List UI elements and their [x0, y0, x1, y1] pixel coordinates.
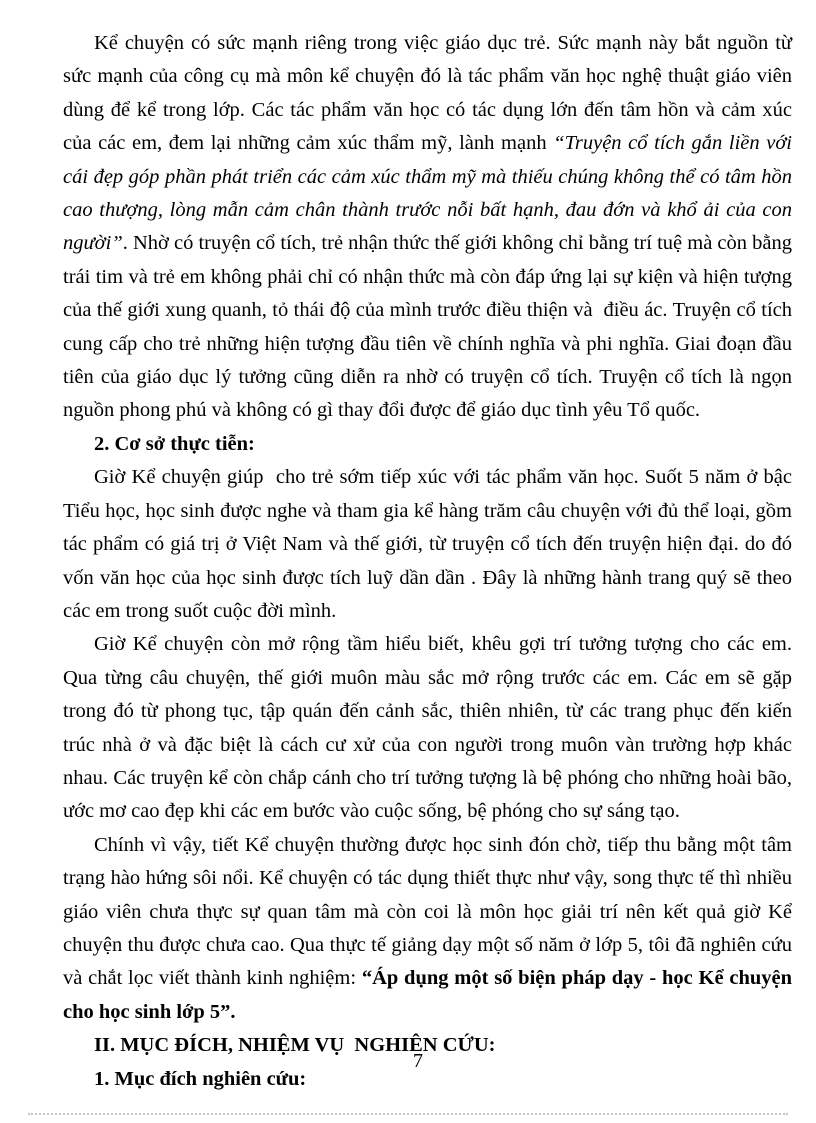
- paragraph-storytelling-power: [63, 27, 798, 428]
- text-run: Kể chuyện có sức mạnh riêng trong việc giáo dục trẻ. Sức mạnh này bắt nguồn từ sức mạnh của công cụ mà môn kể chuyện đó là tác phẩm văn học nghệ thuật giáo viên dùng để kể trong lớp. Các tác phẩm văn học có tác dụng lớn đến tâm hồn và cảm xúc của các em, đem lại những cảm xúc thẩm mỹ, lành mạnh: [63, 32, 798, 155]
- text-run: 2. Cơ sở thực tiễn:: [94, 432, 255, 455]
- text-run: Giờ Kể chuyện còn mở rộng tầm hiểu biết, khêu gợi trí tưởng tượng cho các em. Qua từng câu chuyện, thế giới muôn màu sắc mở rộng trước các em. Các em sẽ gặp trong đó từ phong tục, tập quán đến cảnh sắc, thiên nhiên, từ các trang phục đến kiến trúc nhà ở và đặc biệt là cách cư xử của con người trong muôn vàn trường hợp khác nhau. Các truyện kể còn chắp cánh cho trí tưởng tượng là bệ phóng cho những hoài bão, ước mơ cao đẹp khi các em bước vào cuộc sống, bệ phóng cho sự sáng tạo.: [63, 633, 798, 823]
- text-run: 1. Mục đích nghiên cứu:: [94, 1067, 307, 1090]
- document-body: [63, 27, 798, 1096]
- paragraph-gio-ke-chuyen-giup: [63, 461, 798, 628]
- paragraph-chinh-vi-vay: [63, 829, 798, 1029]
- text-run: “Truyện cổ tích gắn liền với cái đẹp góp phần phát triển các cảm xúc thẩm mỹ mà thiếu chúng không thể có tâm hồn cao thượng, lòng mẫn cảm chân thành trước nỗi bất hạnh, đau đớn và khổ ải của con người”: [63, 132, 798, 255]
- text-run: II. MỤC ĐÍCH, NHIỆM VỤ NGHIÊN CỨU:: [94, 1034, 496, 1057]
- text-run: Giờ Kể chuyện giúp cho trẻ sớm tiếp xúc với tác phẩm văn học. Suốt 5 năm ở bậc Tiểu học, học sinh được nghe và tham gia kể hàng trăm câu chuyện với đủ thể loại, gồm tác phẩm có giá trị ở Việt Nam và thế giới, từ truyện cổ tích đến truyện hiện đại. do đó vốn văn học của học sinh được tích luỹ dần dần . Đây là những hành trang quý sẽ theo các em trong suốt cuộc đời mình.: [63, 466, 798, 622]
- text-run: . Nhờ có truyện cổ tích, trẻ nhận thức thế giới không chỉ bằng trí tuệ mà còn bằng trái tim và trẻ em không phải chỉ có nhận thức mà còn đáp ứng lại sự kiện và hiện tượng của thế giới xung quanh, tỏ thái độ của mình trước điều thiện và điều ác. Truyện cổ tích cung cấp cho trẻ những hiện tượng đầu tiên về chính nghĩa và phi nghĩa. Giai đoạn đầu tiên của giáo dục lý tưởng cũng diễn ra nhờ có truyện cổ tích. Truyện cổ tích là ngọn nguồn phong phú và không có gì thay đổi được để giáo dục tình yêu Tổ quốc.: [63, 232, 798, 422]
- text-run: “Áp dụng một số biện pháp dạy - học Kể chuyện cho học sinh lớp 5”.: [63, 967, 798, 1023]
- text-run: Chính vì vậy, tiết Kể chuyện thường được học sinh đón chờ, tiếp thu bằng một tâm trạng hào hứng sôi nổi. Kể chuyện có tác dụng thiết thực như vậy, song thực tế thì nhiều giáo viên chưa thực sự quan tâm mà còn coi là môn học giải trí nên kết quả giờ Kể chuyện thu được chưa cao. Qua thực tế giảng dạy một số năm ở lớp 5, tôi đã nghiên cứu và chắt lọc viết thành kinh nghiệm:: [63, 833, 798, 990]
- heading-co-so-thuc-tien: [63, 428, 792, 461]
- page-number: 7: [413, 1050, 423, 1072]
- page-bottom-dotted-rule: [28, 1113, 788, 1115]
- paragraph-gio-ke-chuyen-mo-rong: [63, 628, 798, 828]
